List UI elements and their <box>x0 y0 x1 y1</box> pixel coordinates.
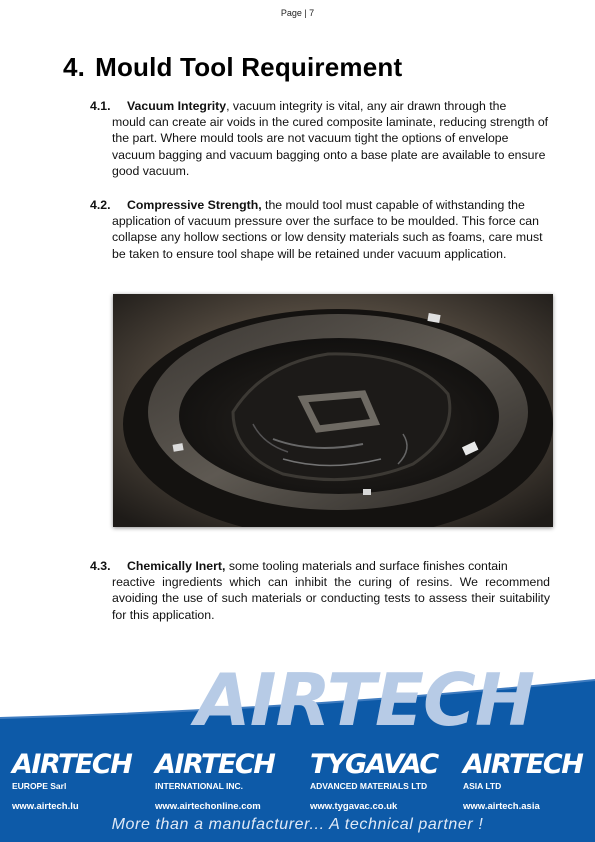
footer-watermark: AIRTECH <box>195 658 535 742</box>
brand-url[interactable]: www.airtechonline.com <box>155 801 261 812</box>
item-vacuum-integrity <box>90 98 550 179</box>
item-first-line: the mould tool must capable of withstanding the <box>261 198 525 212</box>
brand-url[interactable]: www.airtech.lu <box>12 801 79 812</box>
item-first-line: some tooling materials and surface finishes contain <box>225 559 508 573</box>
section-title <box>63 52 402 83</box>
brand-name: AIRTECH <box>463 749 583 780</box>
brand-subtitle: ADVANCED MATERIALS LTD <box>310 781 428 791</box>
brand-name: AIRTECH <box>12 749 132 780</box>
item-heading: Compressive Strength, <box>127 198 262 212</box>
brand-name: AIRTECH <box>155 749 275 780</box>
item-body: reactive ingredients which can inhibit the curing of resins. We recommend avoiding the use of such materials or conducting tests to assess their suitability for this application. <box>112 575 550 622</box>
item-first-line: , vacuum integrity is vital, any air drawn through the <box>226 99 507 113</box>
footer-tagline: More than a manufacturer... A technical partner ! <box>111 816 484 833</box>
page-number: Page | 7 <box>280 8 315 18</box>
item-body: application of vacuum pressure over the surface to be moulded. This force can collapse any hollow sections or low density materials such as foams, care must be taken to ensure tool shape will be retained under vacuum application. <box>112 214 543 261</box>
brand-subtitle: EUROPE Sarl <box>12 781 67 791</box>
brand-airtech-asia <box>463 750 595 812</box>
brand-tygavac <box>310 750 460 812</box>
brand-name: TYGAVAC <box>310 749 438 780</box>
item-chemically-inert <box>90 558 550 623</box>
brand-subtitle: ASIA LTD <box>463 781 502 791</box>
brand-airtech-international <box>155 750 305 812</box>
section-number: 4. <box>63 52 86 82</box>
item-compressive-strength <box>90 197 550 262</box>
item-body: mould can create air voids in the cured composite laminate, reducing strength of the part. Where mould tools are not vacuum tight the options of envelope vacuum bagging and vacuum bagging onto a base plate are available to ensure good vacuum. <box>112 115 549 178</box>
mould-tool-photo <box>113 294 553 527</box>
brand-subtitle: INTERNATIONAL INC. <box>155 781 243 791</box>
item-number: 4.1. <box>90 99 111 113</box>
item-heading: Vacuum Integrity <box>127 99 227 113</box>
item-heading: Chemically Inert, <box>127 559 226 573</box>
footer-banner <box>0 640 595 842</box>
item-number: 4.2. <box>90 198 111 212</box>
brand-url[interactable]: www.airtech.asia <box>463 801 540 812</box>
brand-airtech-europe <box>12 750 162 812</box>
brand-url[interactable]: www.tygavac.co.uk <box>310 801 398 812</box>
item-number: 4.3. <box>90 559 111 573</box>
section-title-text: Mould Tool Requirement <box>95 52 403 82</box>
